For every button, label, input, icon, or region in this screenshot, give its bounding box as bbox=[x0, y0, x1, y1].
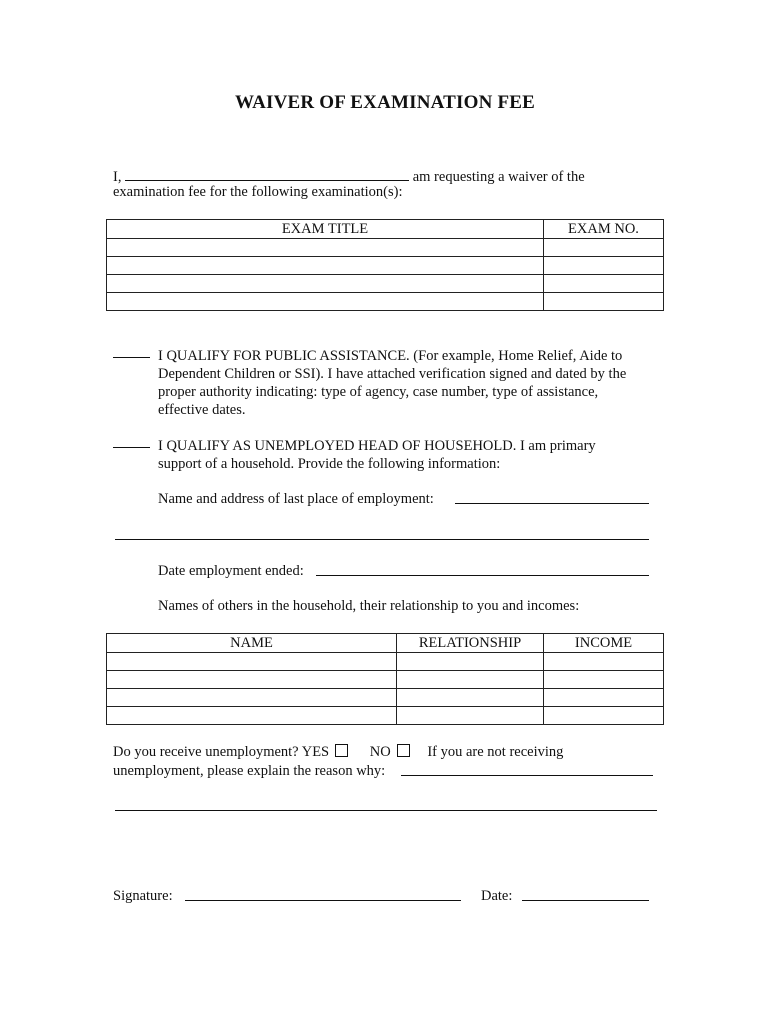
exam-title-header: EXAM TITLE bbox=[107, 220, 544, 239]
table-row bbox=[107, 707, 664, 725]
exam-title-cell[interactable] bbox=[107, 239, 544, 257]
intro-line-2: examination fee for the following examination(s): bbox=[113, 184, 403, 200]
table-row bbox=[107, 653, 664, 671]
exam-table-header bbox=[107, 220, 664, 239]
unemployed-head-checkline[interactable] bbox=[113, 447, 150, 448]
name-cell[interactable] bbox=[107, 653, 397, 671]
exam-title-cell[interactable] bbox=[107, 293, 544, 311]
public-assistance-line: effective dates. bbox=[158, 402, 246, 418]
table-row bbox=[107, 257, 664, 275]
income-header: INCOME bbox=[544, 634, 664, 653]
unemployed-head-line: I QUALIFY AS UNEMPLOYED HEAD OF HOUSEHOLD. I am primary bbox=[158, 438, 596, 454]
name-cell[interactable] bbox=[107, 671, 397, 689]
table-row bbox=[107, 671, 664, 689]
public-assistance-line: proper authority indicating: type of agency, case number, type of assistance, bbox=[158, 384, 599, 400]
date-label: Date: bbox=[481, 888, 513, 904]
relationship-cell[interactable] bbox=[397, 653, 544, 671]
unemployment-question-line bbox=[113, 743, 563, 761]
name-header: NAME bbox=[107, 634, 397, 653]
signature-label: Signature: bbox=[113, 888, 173, 904]
explain-field[interactable] bbox=[401, 775, 653, 776]
exam-no-cell[interactable] bbox=[544, 239, 664, 257]
income-cell[interactable] bbox=[544, 689, 664, 707]
yes-label: YES bbox=[301, 744, 330, 760]
intro-suffix: am requesting a waiver of the bbox=[412, 169, 585, 185]
explain-field-line-2[interactable] bbox=[115, 810, 657, 811]
exam-no-header: EXAM NO. bbox=[544, 220, 664, 239]
exam-title-cell[interactable] bbox=[107, 275, 544, 293]
relationship-header: RELATIONSHIP bbox=[397, 634, 544, 653]
intro-prefix: I, bbox=[113, 169, 122, 185]
income-cell[interactable] bbox=[544, 653, 664, 671]
income-cell[interactable] bbox=[544, 707, 664, 725]
page-title: WAIVER OF EXAMINATION FEE bbox=[234, 92, 536, 113]
exam-no-cell[interactable] bbox=[544, 257, 664, 275]
signature-field[interactable] bbox=[185, 900, 461, 901]
no-label: NO bbox=[369, 744, 391, 760]
exam-no-cell[interactable] bbox=[544, 275, 664, 293]
relationship-cell[interactable] bbox=[397, 707, 544, 725]
date-field[interactable] bbox=[522, 900, 649, 901]
relationship-cell[interactable] bbox=[397, 689, 544, 707]
if-not-receiving-text: If you are not receiving bbox=[427, 744, 564, 760]
last-employment-field-line-2[interactable] bbox=[115, 539, 649, 540]
unemployed-head-text bbox=[158, 437, 668, 473]
exam-no-cell[interactable] bbox=[544, 293, 664, 311]
table-row bbox=[107, 293, 664, 311]
public-assistance-line: I QUALIFY FOR PUBLIC ASSISTANCE. (For example, Home Relief, Aide to bbox=[158, 348, 623, 364]
public-assistance-text bbox=[158, 347, 668, 419]
date-ended-field[interactable] bbox=[316, 575, 649, 576]
income-cell[interactable] bbox=[544, 671, 664, 689]
household-table bbox=[106, 633, 664, 725]
unemployed-head-line: support of a household. Provide the following information: bbox=[158, 456, 501, 472]
explain-label: unemployment, please explain the reason why: bbox=[113, 763, 386, 779]
public-assistance-checkline[interactable] bbox=[113, 357, 150, 358]
yes-checkbox[interactable] bbox=[335, 744, 348, 757]
table-row bbox=[107, 239, 664, 257]
public-assistance-line: Dependent Children or SSI). I have attached verification signed and dated by the bbox=[158, 366, 627, 382]
name-cell[interactable] bbox=[107, 689, 397, 707]
last-employment-field[interactable] bbox=[455, 503, 649, 504]
exam-title-cell[interactable] bbox=[107, 257, 544, 275]
unemployment-question: Do you receive unemployment? bbox=[113, 744, 299, 760]
exam-table bbox=[106, 219, 664, 311]
table-row bbox=[107, 275, 664, 293]
name-field[interactable] bbox=[125, 166, 409, 181]
name-cell[interactable] bbox=[107, 707, 397, 725]
last-employment-label: Name and address of last place of employment: bbox=[158, 491, 434, 507]
relationship-cell[interactable] bbox=[397, 671, 544, 689]
table-row bbox=[107, 689, 664, 707]
household-table-header bbox=[107, 634, 664, 653]
date-ended-label: Date employment ended: bbox=[158, 563, 304, 579]
household-label: Names of others in the household, their relationship to you and incomes: bbox=[158, 598, 580, 614]
no-checkbox[interactable] bbox=[397, 744, 410, 757]
